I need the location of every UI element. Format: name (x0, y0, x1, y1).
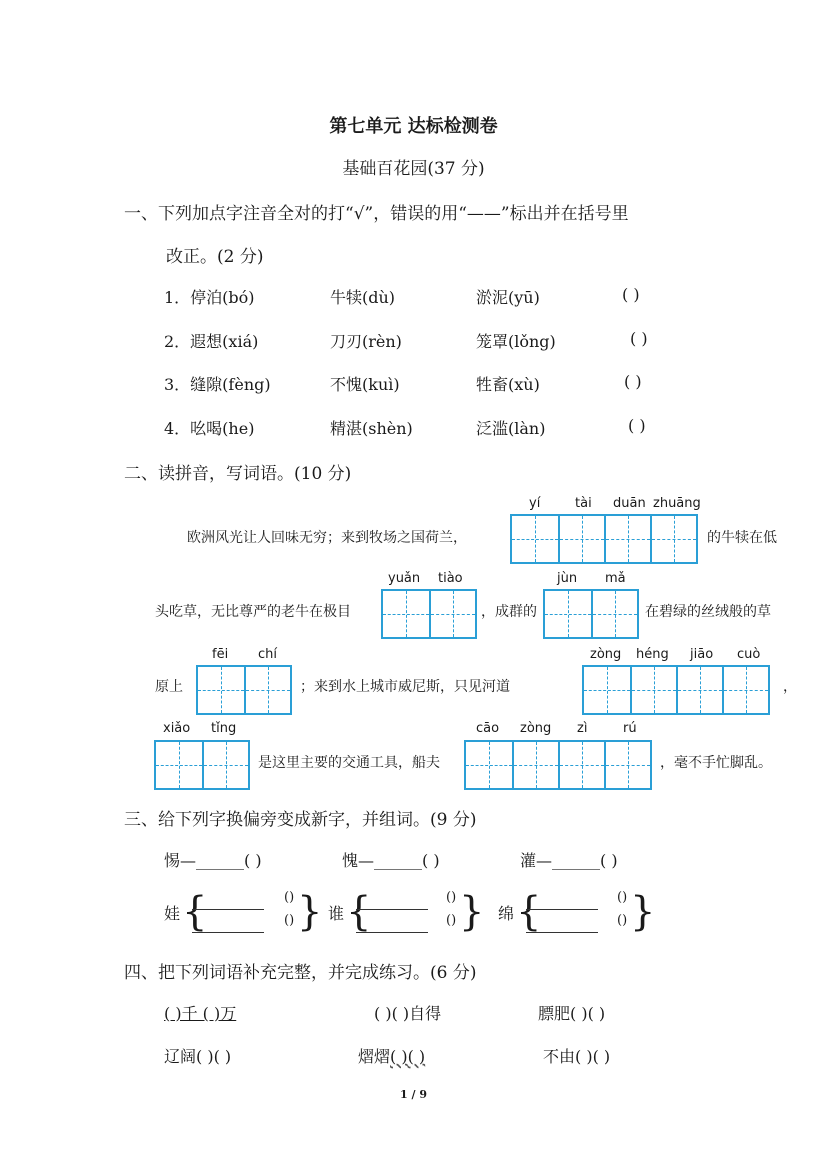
pinyin: yuǎn (388, 571, 421, 586)
q1-row1-c: 淤泥(yū) (476, 288, 540, 307)
blank-line[interactable] (526, 909, 598, 910)
blank-paren[interactable]: ( ) (390, 1047, 408, 1066)
page-title: 第七单元 达标检测卷 (329, 116, 498, 137)
paren[interactable]: () (446, 890, 457, 905)
q1-row1-a: 1．停泊(bó) (164, 288, 255, 307)
q3-char-3: 绵 (498, 904, 515, 923)
blank-line[interactable] (192, 909, 264, 910)
page-number: 1 / 9 (400, 1088, 427, 1101)
pinyin: xiǎo (163, 721, 191, 736)
pinyin: héng (636, 647, 669, 662)
pinyin: zì (577, 721, 588, 736)
writing-grid-7[interactable] (464, 740, 652, 790)
passage-text: ， (783, 679, 797, 695)
q1-row2-c: 笼罩(lǒng) (476, 332, 556, 351)
q1-row1-paren[interactable]: ( ) (622, 285, 640, 304)
right-brace: } (297, 889, 323, 935)
q3-item-2[interactable]: 愧—______( ) (342, 851, 440, 870)
pinyin: jùn (557, 571, 578, 586)
q4-idiom-3[interactable]: 膘肥( )( ) (538, 1004, 606, 1023)
q1-row3-b: 不愧(kuì) (330, 375, 400, 394)
q1-row2-paren[interactable]: ( ) (630, 329, 648, 348)
pinyin: yí (529, 496, 541, 511)
q3-char-1: 娃 (164, 904, 181, 923)
q1-row4-paren[interactable]: ( ) (628, 416, 646, 435)
q1-row3-a: 3．缝隙(fèng) (164, 375, 271, 394)
passage-text: ，毫不手忙脚乱。 (660, 755, 772, 771)
q1-row3-c: 牲畜(xù) (476, 375, 540, 394)
pinyin: jiāo (690, 647, 714, 662)
paren[interactable]: () (284, 913, 295, 928)
left-brace: { (346, 889, 372, 935)
pinyin: chí (258, 647, 277, 662)
writing-grid-5[interactable] (582, 665, 770, 715)
blank-line[interactable] (192, 932, 264, 933)
passage-text: 原上 (155, 679, 183, 695)
pinyin: tiào (438, 571, 463, 586)
q1-stem-cont: 改正。(2 分) (166, 247, 264, 267)
writing-grid-6[interactable] (154, 740, 250, 790)
q1-row4-c: 泛滥(làn) (476, 419, 546, 438)
q1-row1-b: 牛犊(dù) (330, 288, 396, 307)
blank-line[interactable] (356, 932, 428, 933)
pinyin: fēi (212, 647, 229, 662)
q4-idiom-5-prefix: 熠熠 (358, 1047, 391, 1066)
paren[interactable]: () (446, 913, 457, 928)
pinyin: tǐng (211, 721, 237, 736)
blank-line[interactable] (526, 932, 598, 933)
q3-item-1[interactable]: 惕—______( ) (164, 851, 262, 870)
passage-text: 在碧绿的丝绒般的草 (645, 604, 771, 620)
pinyin: cuò (737, 647, 761, 662)
passage-text: 欧洲风光让人回味无穷；来到牧场之国荷兰， (187, 530, 467, 546)
pinyin: zhuāng (653, 496, 701, 511)
pinyin: cāo (476, 721, 500, 736)
q3-item-3[interactable]: 灌—______( ) (520, 851, 618, 870)
q1-stem: 一、下列加点字注音全对的打“√”，错误的用“——”标出并在括号里 (124, 204, 629, 224)
q1-row4-a: 4．吆喝(he) (164, 419, 255, 438)
q3-char-2: 谁 (328, 904, 345, 923)
pinyin: rú (623, 721, 637, 736)
pinyin: zòng (520, 721, 552, 736)
q4-idiom-1[interactable]: ( )千 ( )万 (164, 1004, 237, 1023)
q3-stem: 三、给下列字换偏旁变成新字，并组词。(9 分) (124, 810, 477, 830)
q4-idiom-4[interactable]: 辽阔( )( ) (164, 1047, 232, 1066)
passage-text: 头吃草，无比尊严的老牛在极目 (155, 604, 351, 620)
q1-row2-b: 刀刃(rèn) (330, 332, 402, 351)
passage-text: ；来到水上城市威尼斯，只见河道 (300, 679, 510, 695)
blank-line[interactable] (356, 909, 428, 910)
left-brace: { (516, 889, 542, 935)
passage-text: 是这里主要的交通工具，船夫 (258, 755, 440, 771)
blank-paren[interactable]: ( ) (407, 1047, 426, 1066)
q1-row4-b: 精湛(shèn) (330, 419, 413, 438)
q4-stem: 四、把下列词语补充完整，并完成练习。(6 分) (124, 963, 477, 983)
q4-idiom-6[interactable]: 不由( )( ) (543, 1047, 611, 1066)
left-brace: { (182, 889, 208, 935)
passage-text: 的牛犊在低 (707, 530, 777, 546)
paren[interactable]: () (617, 890, 628, 905)
right-brace: } (459, 889, 485, 935)
section-subtitle: 基础百花园(37 分) (342, 159, 485, 179)
q4-idiom-5[interactable] (358, 1044, 425, 1067)
paren[interactable]: () (617, 913, 628, 928)
paren[interactable]: () (284, 890, 295, 905)
pinyin: duān (613, 496, 646, 511)
pinyin: mǎ (605, 571, 626, 586)
writing-grid-4[interactable] (196, 665, 292, 715)
pinyin: zòng (590, 647, 622, 662)
passage-text: ，成群的 (481, 604, 537, 620)
writing-grid-2[interactable] (381, 589, 477, 639)
writing-grid-1[interactable] (510, 514, 698, 564)
q1-row3-paren[interactable]: ( ) (624, 372, 642, 391)
writing-grid-3[interactable] (543, 589, 639, 639)
q4-idiom-2[interactable]: ( )( )自得 (374, 1004, 442, 1023)
pinyin: tài (575, 496, 592, 511)
q2-stem: 二、读拼音，写词语。(10 分) (124, 464, 352, 484)
right-brace: } (630, 889, 656, 935)
q1-row2-a: 2．遐想(xiá) (164, 332, 259, 351)
